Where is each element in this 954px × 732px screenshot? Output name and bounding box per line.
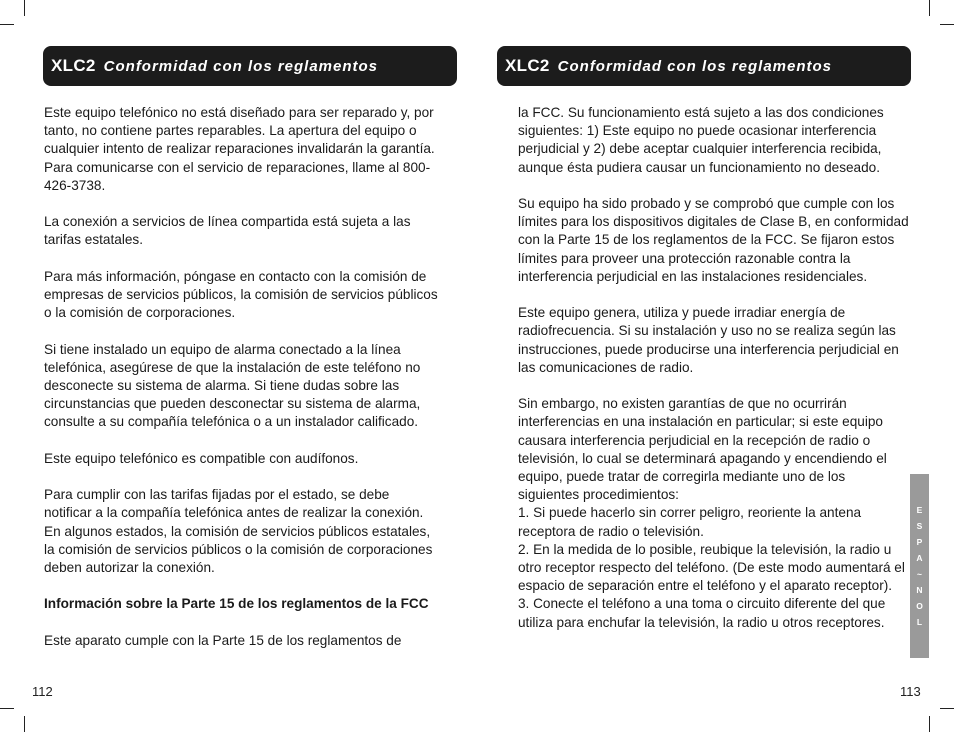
crop-mark — [0, 24, 14, 25]
tab-letter: S — [916, 521, 923, 531]
crop-mark — [929, 716, 930, 732]
right-page-header — [497, 46, 911, 86]
page-number: 113 — [900, 684, 921, 699]
tab-letter: A — [916, 553, 923, 563]
left-page-header — [43, 46, 457, 86]
section-title: Conformidad con los reglamentos — [103, 57, 379, 75]
crop-mark — [24, 0, 25, 16]
paragraph: Su equipo ha sido probado y se comprobó que cumple con los límites para los dispositivos digitales de Clase B, en conformidad con la Parte 15 de los reglamentos de la FCC. Se fijaron estos límites para proveer una protección razonable contra la interferencia perjudicial en las instalaciones residenciales. — [518, 196, 909, 284]
paragraph: Para cumplir con las tarifas fijadas por el estado, se debe notificar a la compañía telefónica antes de realizar la conexión. En algunos estados, la comisión de servicios públicos estatales, la comisión de servicios públicos o la comisión de corporaciones deben autorizar la conexión. — [44, 487, 433, 575]
right-page-body — [518, 104, 910, 632]
tab-letter: E — [916, 505, 923, 515]
paragraph: La conexión a servicios de línea compartida está sujeta a las tarifas estatales. — [44, 214, 411, 248]
tab-letter: O — [916, 601, 923, 611]
paragraph: Este equipo telefónico no está diseñado para ser reparado y, por tanto, no contiene partes reparables. La apertura del equipo o cualquier intento de realizar reparaciones invalidarán la garantía. Para comunicarse con el servicio de reparaciones, llame al 800-426-3738. — [44, 105, 435, 193]
paragraph: Este equipo telefónico es compatible con audífonos. — [44, 450, 359, 466]
paragraph: Este equipo genera, utiliza y puede irradiar energía de radiofrecuencia. Si su instalación y uso no se realiza según las instrucciones, puede producirse una interferencia perjudicial en las comunicaciones de radio. — [518, 305, 899, 375]
paragraph: Este aparato cumple con la Parte 15 de los reglamentos de — [44, 632, 402, 648]
language-tab — [910, 474, 929, 658]
tab-letter: ~ — [917, 569, 922, 579]
paragraph: Si tiene instalado un equipo de alarma conectado a la línea telefónica, asegúrese de que la instalación de este teléfono no desconecte su sistema de alarma. Si tiene dudas sobre las circunstancias que pueden desconectar su sistema de alarma, consulte a su compañía telefónica o a un instalador calificado. — [44, 341, 421, 430]
tab-letter: P — [916, 537, 923, 547]
tab-letter: N — [916, 585, 923, 595]
section-heading — [44, 595, 440, 613]
paragraph: Sin embargo, no existen garantías de que no ocurrirán interferencias en una instalación en particular; si este equipo causara interferencia perjudicial en la recepción de radio o televisión, lo cual se determinará apagando y encendiendo el equipo, puede tratar de corregirla mediante uno de los siguientes procedimientos: — [518, 396, 887, 503]
crop-mark — [929, 0, 930, 16]
crop-mark — [940, 708, 954, 709]
list-item: 2. En la medida de lo posible, reubique la televisión, la radio u otro receptor respecto del teléfono. (De este modo aumentará el espacio de separación entre el teléfono y el aparato receptor). — [518, 541, 905, 594]
tab-letter: L — [916, 617, 923, 627]
paragraph: Para más información, póngase en contacto con la comisión de empresas de servicios públicos, la comisión de servicios públicos o la comisión de corporaciones. — [44, 268, 438, 321]
crop-mark — [0, 708, 14, 709]
crop-mark — [24, 716, 25, 732]
paragraph: la FCC. Su funcionamiento está sujeto a las dos condiciones siguientes: 1) Este equipo no puede ocasionar interferencia perjudicial y 2) debe aceptar cualquier interferencia recibida, aunque ésta pudiera causar un funcionamiento no deseado. — [518, 105, 884, 175]
page-number: 112 — [32, 684, 53, 699]
model-name: XLC2 — [51, 56, 96, 75]
crop-mark — [940, 24, 954, 25]
fcc-heading: Información sobre la Parte 15 de los reglamentos de la FCC — [44, 596, 429, 612]
left-page-body — [44, 104, 440, 650]
list-item: 1. Si puede hacerlo sin correr peligro, reoriente la antena receptora de radio o televisión. — [518, 505, 862, 539]
list-item: 3. Conecte el teléfono a una toma o circuito diferente del que utiliza para enchufar la televisión, la radio u otros receptores. — [518, 596, 886, 630]
model-name: XLC2 — [505, 56, 550, 75]
section-title: Conformidad con los reglamentos — [557, 57, 833, 75]
